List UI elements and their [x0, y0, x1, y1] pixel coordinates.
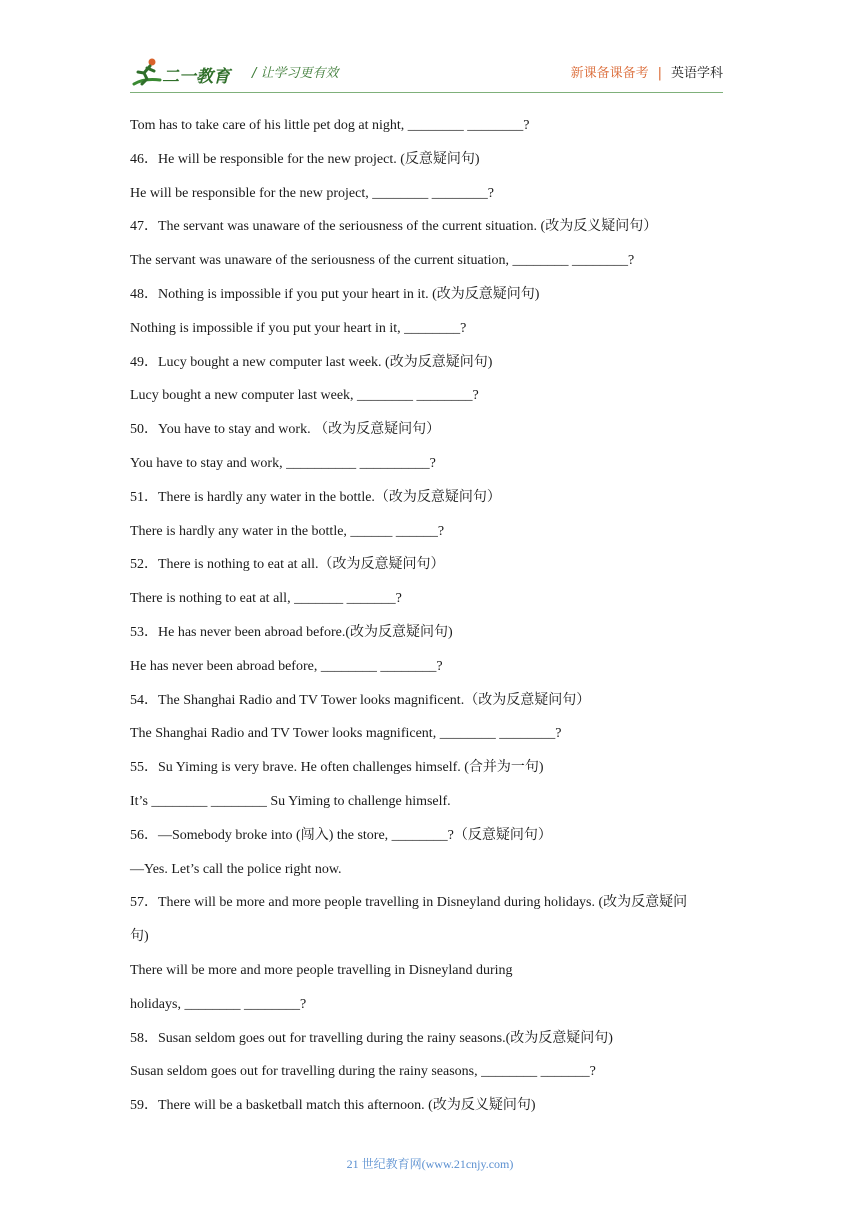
text-line: Lucy bought a new computer last week, ________ ________? [130, 388, 479, 404]
text-line: Tom has to take care of his little pet dog at night, ________ ________? [130, 118, 530, 133]
question-line: 56．—Somebody broke into (闯入) the store, ________?（反意疑问句） [130, 827, 552, 843]
question-line-continued: 句) [130, 929, 149, 945]
question-line: 54．The Shanghai Radio and TV Tower looks magnificent.（改为反意疑问句） [130, 692, 591, 708]
question-line: 49．Lucy bought a new computer last week. (改为反意疑问句) [130, 354, 493, 370]
text-line: It’s ________ ________ Su Yiming to challenge himself. [130, 793, 451, 809]
text-line: —Yes. Let’s call the police right now. [130, 861, 342, 877]
question-line: 53．He has never been abroad before.(改为反意疑问句) [130, 624, 453, 640]
header-separator: | [657, 66, 662, 81]
text-line: There is hardly any water in the bottle, ______ ______? [130, 523, 445, 539]
header-subject: 英语学科 [670, 66, 723, 81]
question-line: 47．The servant was unaware of the seriousness of the current situation. (改为反义疑问句） [130, 219, 658, 235]
logo-text: 二一教育 [162, 67, 230, 87]
question-line: 57．There will be more and more people travelling in Disneyland during holidays. (改为反意疑问 [130, 895, 688, 911]
header-tagline: 新课备课备考 [570, 66, 649, 81]
question-line: 58．Susan seldom goes out for travelling during the rainy seasons.(改为反意疑问句) [130, 1030, 613, 1046]
runner-logo-icon [130, 56, 164, 90]
text-line: There will be more and more people travelling in Disneyland during [130, 962, 513, 978]
text-line: Susan seldom goes out for travelling during the rainy seasons, ________ _______? [130, 1064, 596, 1080]
page-header [130, 56, 723, 90]
header-right [571, 62, 723, 81]
question-line: 50．You have to stay and work. （改为反意疑问句） [130, 422, 441, 438]
question-line: 48．Nothing is impossible if you put your heart in it. (改为反意疑问句) [130, 286, 540, 302]
text-line: You have to stay and work, __________ __________? [130, 455, 436, 471]
question-line: 55．Su Yiming is very brave. He often challenges himself. (合并为一句) [130, 760, 544, 776]
logo [130, 56, 242, 90]
text-line: Nothing is impossible if you put your heart in it, ________? [130, 320, 467, 336]
question-line: 51．There is hardly any water in the bottle.（改为反意疑问句） [130, 489, 501, 505]
text-line: He will be responsible for the new project, ________ ________? [130, 185, 494, 201]
question-line: 46．He will be responsible for the new project. (反意疑问句) [130, 151, 480, 167]
header-divider [130, 92, 723, 93]
page-footer: 21 世纪教育网(www.21cnjy.com) [346, 1157, 514, 1171]
text-line: holidays, ________ ________? [130, 996, 307, 1012]
text-line: He has never been abroad before, ________ ________? [130, 658, 443, 674]
text-line: The servant was unaware of the seriousness of the current situation, ________ ________? [130, 253, 635, 269]
document-body [130, 109, 732, 1123]
question-line: 59．There will be a basketball match this afternoon. (改为反义疑问句) [130, 1098, 536, 1114]
text-line: The Shanghai Radio and TV Tower looks magnificent, ________ ________? [130, 726, 562, 742]
question-line: 52．There is nothing to eat at all.（改为反意疑问句） [130, 557, 445, 573]
text-line: There is nothing to eat at all, _______ _______? [130, 591, 402, 607]
slogan: / 让学习更有效 [252, 66, 339, 81]
